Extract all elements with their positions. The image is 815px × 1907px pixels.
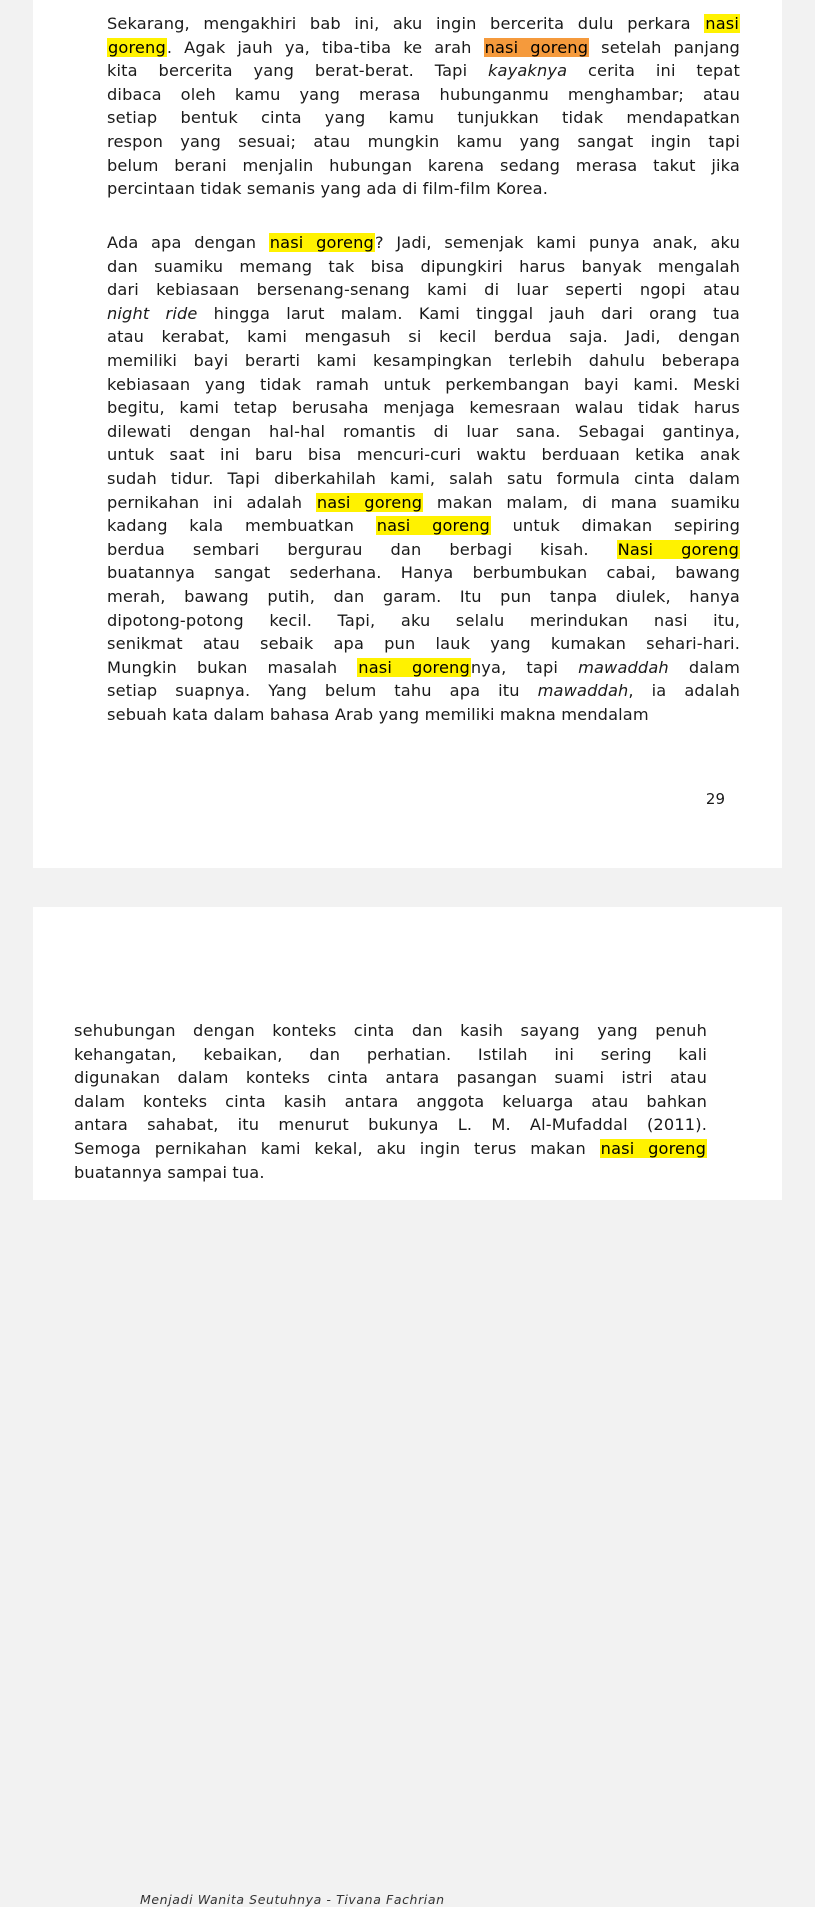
text-line: atau kerabat, kami mengasuh si kecil berdua saja. Jadi, dengan [107,327,740,347]
document-page-29 [33,0,782,868]
text-line: merah, bawang putih, dan garam. Itu pun tanpa diulek, hanya [107,586,740,606]
italic-term: kayaknya [488,61,568,81]
text-line: Sekarang, mengakhiri bab ini, aku ingin bercerita dulu perkara nasi [107,14,739,33]
text-line: kehangatan, kebaikan, dan perhatian. Istilah ini sering kali [74,1044,707,1064]
search-highlight[interactable]: nasi goreng [600,1138,706,1158]
text-line: kita bercerita yang berat-berat. Tapi kayaknya cerita ini tepat [107,61,740,81]
text-line: digunakan dalam konteks cinta antara pasangan suami istri atau [74,1068,707,1088]
paragraph-3 [74,1019,707,1184]
text-line: dan suamiku memang tak bisa dipungkiri harus banyak mengalah [107,256,740,276]
search-highlight[interactable]: nasi [705,14,739,33]
text-line: untuk saat ini baru bisa mencuri-curi waktu berduaan ketika anak [107,445,740,465]
text-line: dilewati dengan hal-hal romantis di luar sana. Sebagai gantinya, [107,421,740,441]
text-line: kebiasaan yang tidak ramah untuk perkembangan bayi kami. Meski [107,374,740,394]
text-line: night ride hingga larut malam. Kami tinggal jauh dari orang tua [107,303,741,323]
search-highlight[interactable]: nasi goreng [358,657,470,677]
search-highlight[interactable]: nasi goreng [376,516,490,536]
italic-term: mawaddah [578,657,669,677]
text-line: dibaca oleh kamu yang merasa hubunganmu menghambar; atau [107,84,740,104]
text-line: dipotong-potong kecil. Tapi, aku selalu merindukan nasi itu, [107,610,740,630]
text-line: memiliki bayi berarti kami kesampingkan terlebih dahulu beberapa [107,350,740,370]
search-highlight[interactable]: Nasi goreng [617,539,739,559]
text-line: setiap suapnya. Yang belum tahu apa itu mawaddah, ia adalah [107,681,741,701]
text-line: kadang kala membuatkan nasi goreng untuk dimakan sepiring [107,516,740,536]
text-line: percintaan tidak semanis yang ada di film-film Korea. [107,179,549,199]
text-line: berdua sembari bergurau dan berbagi kisah. Nasi goreng [107,539,739,559]
search-highlight[interactable]: nasi goreng [269,233,374,252]
paragraph-2 [107,231,740,726]
paragraph-1 [107,12,740,201]
search-highlight[interactable]: goreng [108,37,166,57]
text-line: sehubungan dengan konteks cinta dan kasih sayang yang penuh [74,1021,707,1040]
text-line: antara sahabat, itu menurut bukunya L. M. Al-Mufaddal (2011). [74,1115,707,1135]
text-line: goreng. Agak jauh ya, tiba-tiba ke arah nasi goreng setelah panjang [108,37,740,57]
search-highlight[interactable]: nasi goreng [316,492,423,512]
text-line: pernikahan ini adalah nasi goreng makan malam, di mana suamiku [107,492,740,512]
active-search-highlight[interactable]: nasi goreng [484,37,589,57]
text-line: Semoga pernikahan kami kekal, aku ingin terus makan nasi goreng [74,1138,706,1158]
text-line: setiap bentuk cinta yang kamu tunjukkan tidak mendapatkan [107,108,740,128]
page-number: 29 [705,790,725,808]
running-header: Menjadi Wanita Seutuhnya - Tivana Fachrian [140,1892,445,1907]
text-line: dalam konteks cinta kasih antara anggota keluarga atau bahkan [74,1091,707,1111]
italic-term: night ride [107,303,198,323]
italic-term: mawaddah [537,681,629,701]
text-line: buatannya sampai tua. [74,1162,265,1182]
text-line: buatannya sangat sederhana. Hanya berbumbukan cabai, bawang [107,563,740,583]
text-line: belum berani menjalin hubungan karena sedang merasa takut jika [107,155,740,175]
text-line: Ada apa dengan nasi goreng? Jadi, semenjak kami punya anak, aku [107,233,740,252]
text-line: Mungkin bukan masalah nasi gorengnya, tapi mawaddah dalam [107,657,740,677]
text-line: dari kebiasaan bersenang-senang kami di luar seperti ngopi atau [107,280,740,300]
text-line: respon yang sesuai; atau mungkin kamu yang sangat ingin tapi [107,131,740,151]
text-line: begitu, kami tetap berusaha menjaga kemesraan walau tidak harus [107,398,740,418]
text-line: senikmat atau sebaik apa pun lauk yang kumakan sehari-hari. [107,634,740,654]
text-line: sebuah kata dalam bahasa Arab yang memiliki makna mendalam [107,704,649,724]
text-line: sudah tidur. Tapi diberkahilah kami, salah satu formula cinta dalam [107,468,740,488]
